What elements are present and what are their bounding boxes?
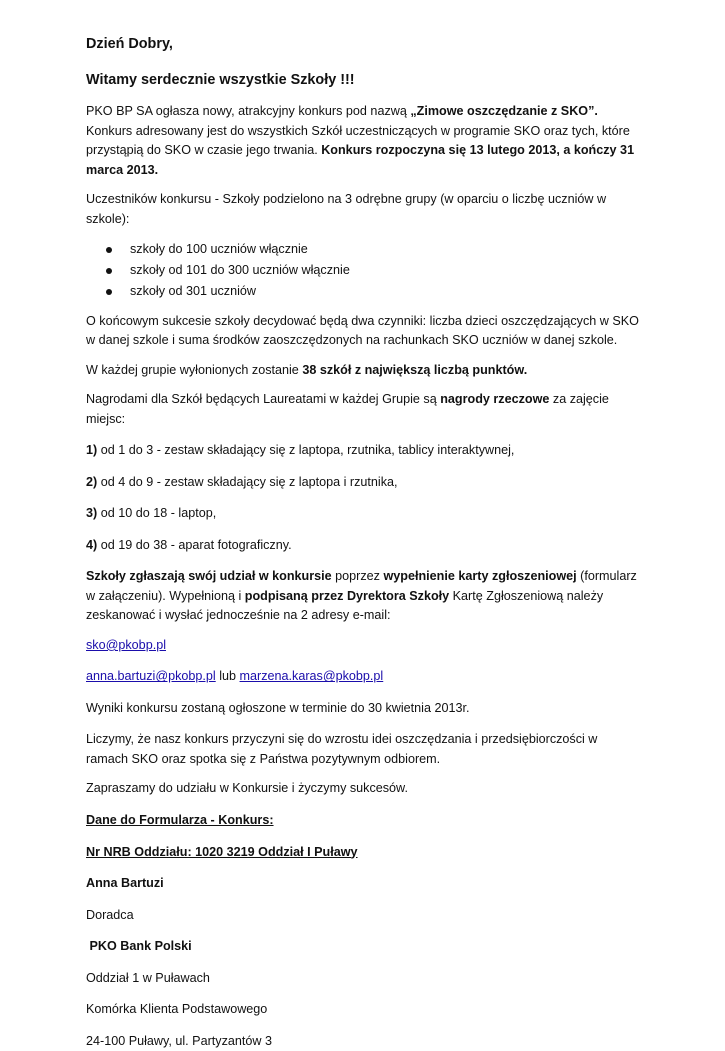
winners-count: 38 szkół z największą liczbą punktów. [302, 362, 528, 377]
prize-number: 2) [86, 474, 98, 489]
prize-text: od 1 do 3 - zestaw składający się z laptopa, rzutnika, tablicy interaktywnej, [97, 443, 515, 458]
prizes-text-2: za zajęcie miejsc: [86, 392, 609, 426]
list-item: szkoły od 101 do 300 uczniów włącznie [130, 260, 639, 281]
prize-number: 1) [86, 443, 98, 458]
contact-role: Doradca [86, 907, 134, 922]
contact-bank-text: PKO Bank Polski [86, 939, 192, 954]
contact-branch: Oddział 1 w Puławach [86, 970, 210, 985]
intro-text-1: PKO BP SA ogłasza nowy, atrakcyjny konkurs pod nazwą [86, 104, 411, 119]
application-bold-1: Szkoły zgłaszają swój udział w konkursie [86, 569, 332, 584]
prize-item [86, 536, 639, 556]
winners-paragraph [86, 361, 639, 381]
email-link-sko[interactable]: sko@pkobp.pl [86, 637, 166, 652]
email-or: lub [215, 669, 240, 684]
hope-paragraph: Liczymy, że nasz konkurs przyczyni się do wzrostu idei oszczędzania i przedsiębiorczości w ramach SKO oraz spotka się z Państwa pozytywnym odbiorem. [86, 732, 598, 766]
prize-item [86, 504, 639, 524]
email-primary-line [86, 636, 639, 656]
welcome-heading: Witamy serdecznie wszystkie Szkoły !!! [86, 72, 355, 89]
contact-bank [86, 937, 639, 957]
contact-address: 24-100 Puławy, ul. Partyzantów 3 [86, 1033, 272, 1048]
factors-paragraph: O końcowym sukcesie szkoły decydować będą dwa czynniki: liczba dzieci oszczędzających w SKO w danej szkole i suma środków zaoszczędzonych na rachunkach SKO uczniów w danej szkole. [86, 313, 639, 348]
application-text-2: (formularz w załączeniu). Wypełnioną i [86, 569, 637, 603]
prize-number: 3) [86, 506, 98, 521]
prizes-text-1: Nagrodami dla Szkół będących Laureatami w każdej Grupie są [86, 392, 441, 407]
prize-item [86, 473, 639, 493]
email-secondary-line [86, 667, 639, 687]
list-item: szkoły od 301 uczniów [130, 281, 639, 302]
application-bold-2: wypełnienie karty zgłoszeniowej [383, 569, 577, 584]
prizes-type: nagrody rzeczowe [440, 392, 550, 407]
application-text-3: Kartę Zgłoszeniową należy zeskanować i wysłać jednocześnie na 2 adresy e-mail: [86, 588, 604, 623]
invite-paragraph: Zapraszamy do udziału w Konkursie i życzymy sukcesów. [86, 781, 408, 796]
list-item: szkoły do 100 uczniów włącznie [130, 239, 639, 260]
prize-text: od 10 do 18 - laptop, [97, 506, 217, 521]
email-link-anna[interactable]: anna.bartuzi@pkobp.pl [86, 669, 216, 684]
form-heading: Dane do Formularza - Konkurs: [86, 812, 274, 827]
intro-text-2: Konkurs adresowany jest do wszystkich Szkół uczestniczących w programie SKO oraz tych, które przystąpią do SKO w czasie jego trwania. [86, 123, 630, 158]
winners-text: W każdej grupie wyłonionych zostanie [86, 362, 303, 377]
prize-text: od 4 do 9 - zestaw składający się z laptopa i rzutnika, [97, 474, 398, 489]
contact-unit: Komórka Klienta Podstawowego [86, 1002, 268, 1017]
contest-name: „Zimowe oszczędzanie z SKO”. [410, 104, 598, 119]
prizes-intro [86, 390, 639, 429]
nrb-line: Nr NRB Oddziału: 1020 3219 Oddział I Puławy [86, 844, 358, 859]
results-paragraph: Wyniki konkursu zostaną ogłoszone w terminie do 30 kwietnia 2013r. [86, 700, 470, 715]
contact-name-text: Anna Bartuzi [86, 876, 164, 891]
contest-dates: Konkurs rozpoczyna się 13 lutego 2013, a kończy 31 marca 2013. [86, 143, 635, 177]
application-bold-3: podpisaną przez Dyrektora Szkoły [244, 588, 450, 603]
prize-item [86, 441, 639, 461]
groups-list [86, 239, 639, 301]
application-paragraph [86, 567, 639, 626]
intro-paragraph [86, 102, 639, 180]
greeting: Dzień Dobry, [86, 36, 173, 52]
prize-number: 4) [86, 537, 98, 552]
application-text-1: poprzez [331, 569, 384, 584]
groups-intro: Uczestników konkursu - Szkoły podzielono na 3 odrębne grupy (w oparciu o liczbę uczniów w szkole): [86, 192, 607, 226]
email-link-marzena[interactable]: marzena.karas@pkobp.pl [239, 669, 384, 684]
prize-text: od 19 do 38 - aparat fotograficzny. [97, 537, 292, 552]
contact-name [86, 874, 639, 894]
